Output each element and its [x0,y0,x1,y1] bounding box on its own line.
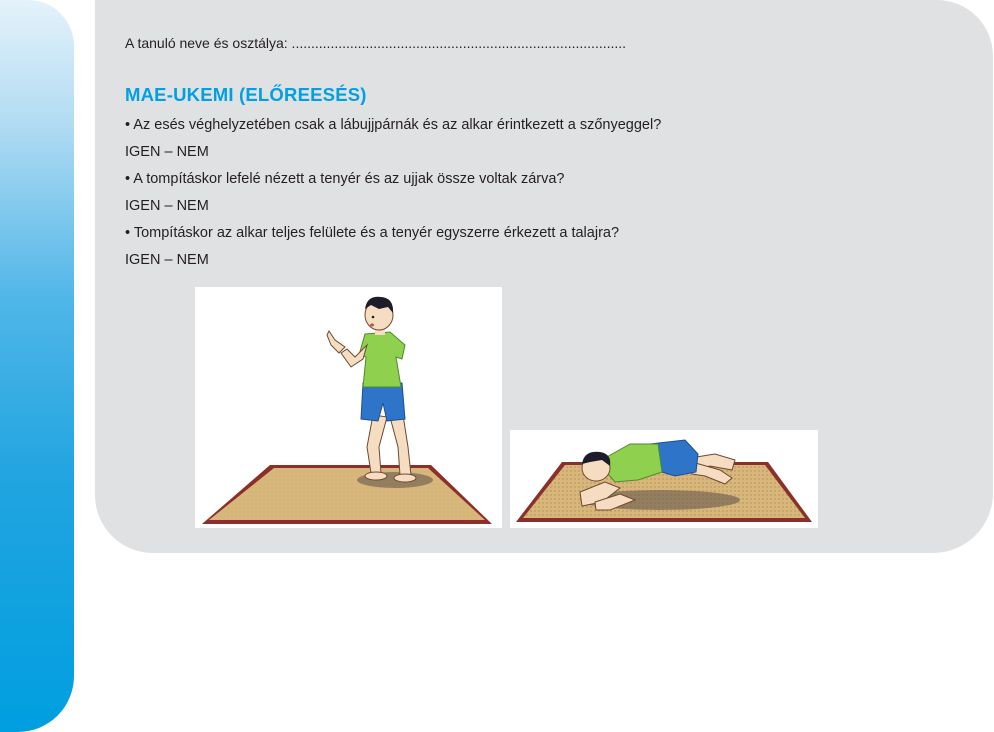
answer-3: IGEN – NEM [125,252,209,268]
question-1: • Az esés véghelyzetében csak a lábujjpárnák és az alkar érintkezett a szőnyeggel? [125,117,662,133]
student-name-line: A tanuló neve és osztálya: ...................................................................................... [125,35,627,51]
section-title: MAE-UKEMI (ELŐREESÉS) [125,84,367,105]
answer-2: IGEN – NEM [125,198,209,214]
standing-boy-illustration [195,287,502,528]
forward-fall-illustration [510,430,818,528]
question-3: • Tompításkor az alkar teljes felülete és a tenyér egyszerre érkezett a talajra? [125,225,620,241]
side-tab [0,0,74,732]
question-2: • A tompításkor lefelé nézett a tenyér és az ujjak össze voltak zárva? [125,171,565,187]
answer-1: IGEN – NEM [125,144,209,160]
